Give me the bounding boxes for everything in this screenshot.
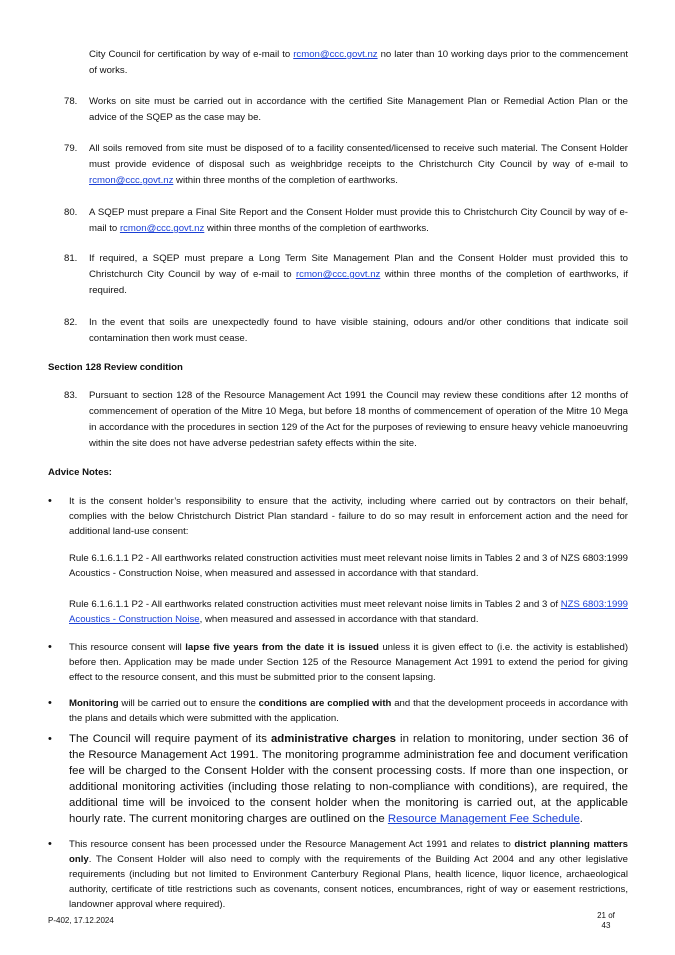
- fee-schedule-link[interactable]: Resource Management Fee Schedule: [387, 813, 580, 825]
- advice-note-lapse: [48, 640, 628, 685]
- text-segment: This resource consent has been processed under the Resource Management Act 1991 and relates to: [69, 839, 515, 850]
- text-segment: and that the development proceeds in accordance with the plans and details which were submitted with the application.: [69, 698, 628, 724]
- bullet-icon: •: [48, 697, 52, 709]
- condition-78: [64, 94, 628, 126]
- text-segment: in relation to monitoring, under section 36 of the Resource Management Act 1991. The monitoring programme administration fee and document verification fee will be charged to the Consent Holder with the consent processing costs. If more than one inspection, or additional monitoring activities (including those relating to non-compliance with conditions), are required, the additional time will be invoiced to the consent holder when the monitoring is carried out, at the applicable hourly rate. The current monitoring charges are outlined on the: [69, 733, 628, 825]
- document-reference: P-402, 17.12.2024: [48, 916, 114, 925]
- condition-number: 81.: [64, 253, 78, 264]
- bold-text: Monitoring: [69, 698, 119, 709]
- noise-rule-text: Rule 6.1.6.1.1 P2 - All earthworks related construction activities must meet relevant noise limits in Tables 2 and 3 of NZS 6803:1999 Acoustics - Construction Noise, when measured and assessed in accordance with that standard.: [69, 553, 628, 579]
- condition-80: [64, 205, 628, 237]
- condition-82: [64, 315, 628, 347]
- bullet-icon: •: [48, 733, 52, 745]
- text-segment: will be carried out to ensure the: [118, 698, 259, 709]
- condition-83: [64, 388, 628, 452]
- bold-text: district planning matters only: [69, 839, 628, 865]
- bullet-icon: •: [48, 838, 52, 850]
- condition-81: [64, 251, 628, 299]
- bullet-icon: •: [48, 641, 52, 653]
- bold-text: administrative charges: [270, 733, 396, 745]
- page-number-line: 21 of: [597, 911, 615, 920]
- text-segment: A SQEP must prepare a Final Site Report and the Consent Holder must provide this to Christchurch City Council by way of e-mail to: [89, 207, 628, 234]
- condition-number: 80.: [64, 207, 78, 218]
- condition-number: 82.: [64, 317, 78, 328]
- condition-text: In the event that soils are unexpectedly found to have visible staining, odours and/or other conditions that indicate soil contamination then work must cease.: [89, 317, 628, 344]
- bold-text: lapse five years from the date it is issued: [185, 642, 379, 653]
- advice-note-monitoring: [48, 696, 628, 726]
- text-segment: .: [579, 813, 583, 825]
- bullet-icon: •: [48, 495, 52, 507]
- condition-number: 83.: [64, 390, 78, 401]
- email-link[interactable]: rcmon@ccc.govt.nz: [119, 223, 205, 234]
- text-segment: The Council will require payment of its: [69, 733, 271, 745]
- text-segment: within three months of the completion of earthworks, if required.: [89, 269, 628, 296]
- condition-77-continuation: [89, 47, 628, 79]
- condition-text: Works on site must be carried out in accordance with the certified Site Management Plan or Remedial Action Plan or the advice of the SQEP as the case may be.: [89, 96, 628, 123]
- condition-text: Pursuant to section 128 of the Resource Management Act 1991 the Council may review these conditions after 12 months of commencement of operation of the Mitre 10 Mega, but before 18 months of commencement of operation of the Mitre 10 Mega in accordance with the procedures in section 129 of the Act for the purposes of reviewing to ensure heavy vehicle manoeuvring within the site does not have adverse pedestrian safety effects within the site.: [89, 390, 628, 449]
- email-link[interactable]: rcmon@ccc.govt.nz: [295, 269, 381, 280]
- text-segment: Rule 6.1.6.1.1 P2 - All earthworks related construction activities must meet relevant noise limits in Tables 2 and 3 of: [69, 599, 561, 610]
- advice-text: [69, 640, 628, 685]
- condition-text: [89, 141, 628, 189]
- text-segment: All soils removed from site must be disposed of to a facility consented/licensed to receive such material. The Consent Holder must provide evidence of disposal such as weighbridge receipts to the Christchurch City Council by way of e-mail to: [89, 143, 628, 170]
- nzs-6803-link[interactable]: NZS 6803:1999 Acoustics - Construction Noise: [69, 599, 628, 625]
- text-segment: no later than 10 working days prior to the commencement of works.: [89, 49, 629, 76]
- text-segment: within three months of the completion of earthworks.: [204, 223, 429, 234]
- advice-note-district-planning: [48, 837, 628, 912]
- condition-79: [64, 141, 628, 189]
- condition-text: [89, 251, 628, 299]
- page-total: 43: [601, 921, 611, 930]
- text-segment: City Council for certification by way of e-mail to: [89, 49, 294, 60]
- advice-text: [69, 696, 628, 726]
- advice-text: It is the consent holder’s responsibility to ensure that the activity, including where carried out by contractors on their behalf, complies with the below Christchurch District Plan standard - failure to do so may result in enforcement action and the need for additional land-use consent:: [69, 496, 628, 537]
- text-segment: . The Consent Holder will also need to comply with the requirements of the Building Act 2004 and any other legislative requirements (including but not limited to Environment Canterbury Regional Plans, health licence, liquor licence, archaeological authority, certificate of title restrictions such as covenants, consent notices, encumbrances, right of way or easement restrictions, landowner approval where required).: [69, 854, 628, 910]
- condition-number: 78.: [64, 96, 78, 107]
- advice-text: [69, 837, 628, 912]
- section-128-heading: Section 128 Review condition: [48, 362, 183, 373]
- condition-text: [89, 205, 628, 237]
- bold-text: conditions are complied with: [258, 698, 392, 709]
- advice-note-1: [48, 494, 628, 539]
- text-segment: This resource consent will: [69, 642, 186, 653]
- advice-text: [69, 731, 628, 827]
- text-segment: unless it is given effect to (i.e. the activity is established) before then. Application may be made under Section 125 of the Resource Management Act 1991 to extend the period for giving effect to the resource consent, and this must be submitted prior to the consent lapsing.: [69, 642, 629, 683]
- text-segment: If required, a SQEP must prepare a Long Term Site Management Plan and the Consent Holder must provided this to Christchurch City Council by way of e-mail to: [89, 253, 628, 280]
- email-link[interactable]: rcmon@ccc.govt.nz: [293, 49, 378, 60]
- text-segment: within three months of the completion of earthworks.: [173, 175, 398, 186]
- condition-number: 79.: [64, 143, 78, 154]
- page-number: [591, 911, 621, 931]
- advice-notes-heading: Advice Notes:: [48, 467, 112, 478]
- advice-note-charges: [48, 731, 628, 827]
- text-segment: , when measured and assessed in accordance with that standard.: [199, 614, 479, 625]
- noise-rule-text-linked: [69, 597, 628, 627]
- email-link[interactable]: rcmon@ccc.govt.nz: [89, 175, 174, 186]
